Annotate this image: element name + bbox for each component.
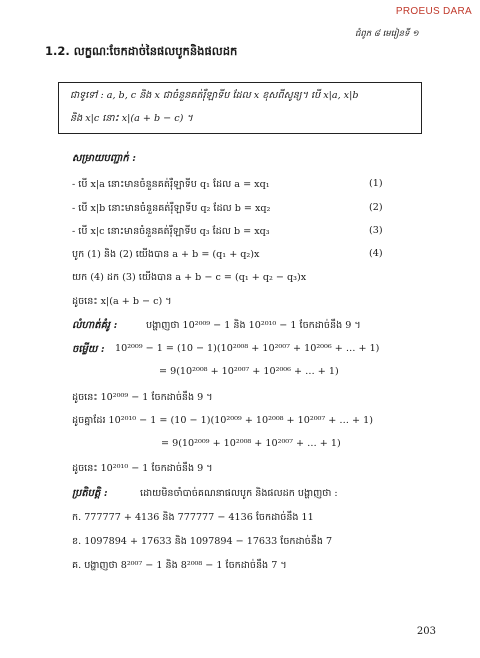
answer-line-2: = 9(10²⁰⁰⁸ + 10²⁰⁰⁷ + 10²⁰⁰⁶ + … + 1) (159, 366, 339, 377)
section-title: 1.2. លក្ខណៈចែកដាច់នៃផលបូកនិងផលដក (45, 44, 238, 58)
proof-tag-1: (1) (369, 178, 383, 189)
proof-line-5: យក (4) ដក (3) យើងបាន a + b − c = (q₁ + q₂ − q₃)x (72, 272, 307, 283)
theorem-line-2: និង x|c នោះ x|(a + b − c) ។ (70, 113, 193, 124)
answer-line-1: 10²⁰⁰⁹ − 1 = (10 − 1)(10²⁰⁰⁸ + 10²⁰⁰⁷ + 10²⁰⁰⁶ + … + 1) (115, 343, 380, 354)
theorem-line-1: ជាទូទៅ : a, b, c និង x ជាចំនួនគត់រ៉ឺឡាទីប ដែល x ខុសពីសូន្យ។ បើ x|a, x|b (70, 90, 359, 101)
exercise-item-3: គ. បង្ហាញថា 8²⁰⁰⁷ − 1 និង 8²⁰⁰⁸ − 1 ចែកដាច់នឹង 7 ។ (72, 560, 287, 571)
chapter-header: ជំពូក ៨ មេរៀនទី ១ (355, 29, 419, 39)
proof-line-3: - បើ x|c នោះមានចំនួនគត់រ៉ឺឡាទីប q₃ ដែល b = xq₃ (72, 226, 270, 237)
proof-line-1: - បើ x|a នោះមានចំនួនគត់រ៉ឺឡាទីប q₁ ដែល a = xq₁ (72, 179, 270, 190)
answer-conclusion-2: ដូចនេះ 10²⁰¹⁰ − 1 ចែកដាច់នឹង 9 ។ (72, 463, 213, 474)
exercise-label: ប្រតិបត្តិ : (72, 488, 108, 499)
exercise-item-1: ក. 777777 + 4136 និង 777777 − 4136 ចែកដាច់នឹង 11 (72, 512, 314, 523)
proof-conclusion: ដូចនេះ x|(a + b − c) ។ (72, 296, 172, 307)
proof-line-4: បូក (1) និង (2) យើងបាន a + b = (q₁ + q₂)x (72, 249, 260, 260)
exercise-item-2: ខ. 1097894 + 17633 និង 1097894 − 17633 ចែកដាច់នឹង 7 (72, 536, 333, 547)
example-prompt: បង្ហាញថា 10²⁰⁰⁹ − 1 និង 10²⁰¹⁰ − 1 ចែកដាច់នឹង 9 ។ (146, 320, 361, 331)
example-label: លំហាត់គំរូ : (72, 320, 118, 331)
similar-line-2: = 9(10²⁰⁰⁹ + 10²⁰⁰⁸ + 10²⁰⁰⁷ + … + 1) (161, 438, 341, 449)
proof-line-2: - បើ x|b នោះមានចំនួនគត់រ៉ឺឡាទីប q₂ ដែល b = xq₂ (72, 203, 271, 214)
proof-heading: សម្រាយបញ្ជាក់ : (72, 153, 136, 164)
brand-label: PROEUS DARA (395, 6, 472, 17)
proof-tag-2: (2) (369, 202, 383, 213)
proof-tag-4: (4) (369, 248, 383, 259)
similar-line-1: ដូចគ្នាដែរ 10²⁰¹⁰ − 1 = (10 − 1)(10²⁰⁰⁹ + 10²⁰⁰⁸ + 10²⁰⁰⁷ + … + 1) (72, 415, 373, 426)
exercise-prompt: ដោយមិនចាំបាច់គណនាផលបូក និងផលដក បង្ហាញថា : (140, 488, 338, 499)
proof-tag-3: (3) (369, 225, 383, 236)
answer-conclusion-1: ដូចនេះ 10²⁰⁰⁹ − 1 ចែកដាច់នឹង 9 ។ (72, 392, 213, 403)
page-number: 203 (416, 626, 436, 637)
answer-label: ចម្លើយ : (72, 344, 105, 355)
